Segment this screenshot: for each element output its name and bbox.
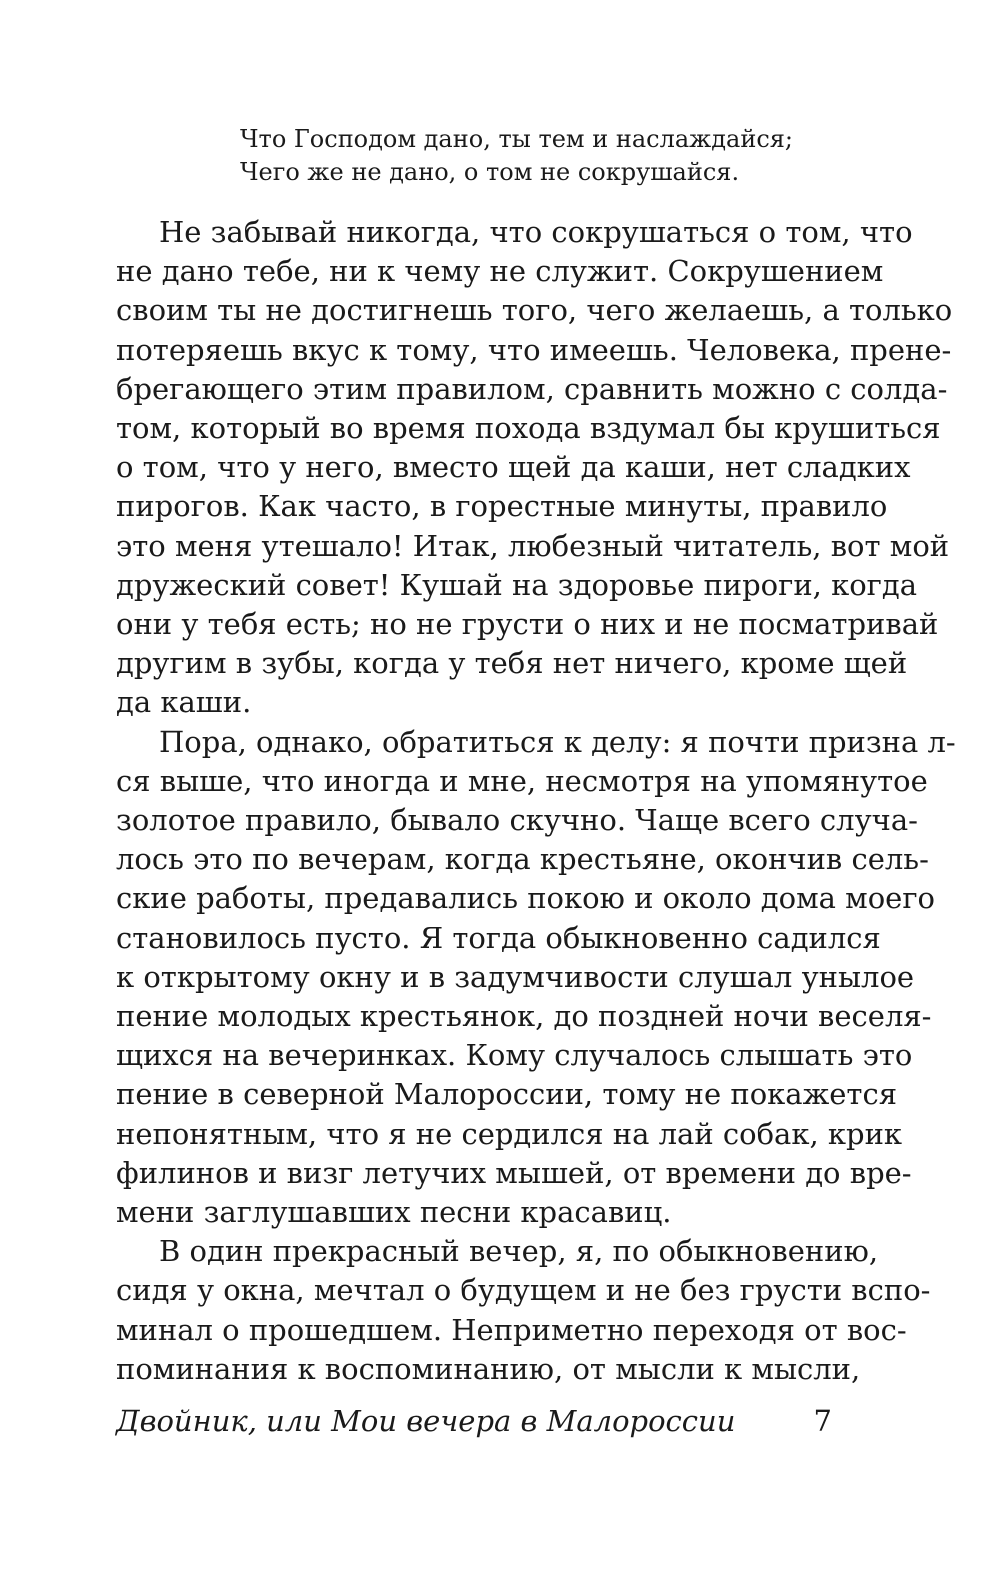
text-line: своим ты не достигнешь того, чего желаешь, а только — [116, 293, 953, 328]
text-line: В один прекрасный вечер, я, по обыкновению, — [159, 1234, 879, 1269]
text-line: о том, что у него, вместо щей да каши, нет сладких — [116, 450, 911, 485]
text-line: золотое правило, бывало скучно. Чаще всего случа- — [116, 803, 918, 838]
text-line: пирогов. Как часто, в горестные минуты, правило — [116, 489, 888, 524]
text-line: потеряешь вкус к тому, что имеешь. Человека, прене- — [116, 332, 952, 367]
text-line: мени заглушавших песни красавиц. — [116, 1195, 672, 1230]
text-line: пение в северной Малороссии, тому не покажется — [116, 1077, 898, 1112]
text-line: непонятным, что я не сердился на лай собак, крик — [116, 1116, 903, 1151]
text-line: другим в зубы, когда у тебя нет ничего, кроме щей — [116, 646, 908, 681]
text-line: это меня утешало! Итак, любезный читатель, вот мой — [116, 528, 950, 563]
text-line: к открытому окну и в задумчивости слушал унылое — [116, 959, 915, 994]
text-line: ские работы, предавались покою и около дома моего — [116, 881, 935, 916]
text-line: поминания к воспоминанию, от мысли к мысли, — [116, 1351, 861, 1386]
text-line: становилось пусто. Я тогда обыкновенно садился — [116, 920, 881, 955]
text-line: Пора, однако, обратиться к делу: я почти призна л- — [159, 724, 956, 759]
page-number: 7 — [813, 1404, 832, 1438]
text-line: лось это по вечерам, когда крестьяне, окончив сель- — [116, 842, 929, 877]
text-line: не дано тебе, ни к чему не служит. Сокрушением — [116, 254, 884, 289]
text-line: брегающего этим правилом, сравнить можно с солда- — [116, 371, 948, 406]
text-line: да каши. — [116, 685, 252, 720]
epigraph — [240, 123, 860, 189]
text-line: пение молодых крестьянок, до поздней ночи веселя- — [116, 999, 932, 1034]
text-line: ся выше, что иногда и мне, несмотря на упомянутое — [116, 763, 928, 798]
text-line: они у тебя есть; но не грусти о них и не посматривай — [116, 607, 939, 642]
text-line: щихся на вечеринках. Кому случалось слышать это — [116, 1038, 913, 1073]
text-line: дружеский совет! Кушай на здоровье пироги, когда — [116, 567, 918, 602]
text-line: том, который во время похода вздумал бы крушиться — [116, 411, 941, 446]
epigraph-line: Чего же не дано, о том не сокрушайся. — [240, 158, 740, 186]
running-title: Двойник, или Мои вечера в Малороссии — [116, 1404, 736, 1438]
epigraph-line: Что Господом дано, ты тем и наслаждайся; — [240, 125, 793, 153]
text-line: филинов и визг летучих мышей, от времени до вре- — [116, 1155, 912, 1190]
text-line: Не забывай никогда, что сокрушаться о том, что — [159, 215, 913, 249]
body-text — [116, 213, 956, 1389]
page-footer — [116, 1404, 832, 1444]
text-line: минал о прошедшем. Неприметно переходя от вос- — [116, 1312, 907, 1347]
text-line: сидя у окна, мечтал о будущем и не без грусти вспо- — [116, 1273, 931, 1308]
